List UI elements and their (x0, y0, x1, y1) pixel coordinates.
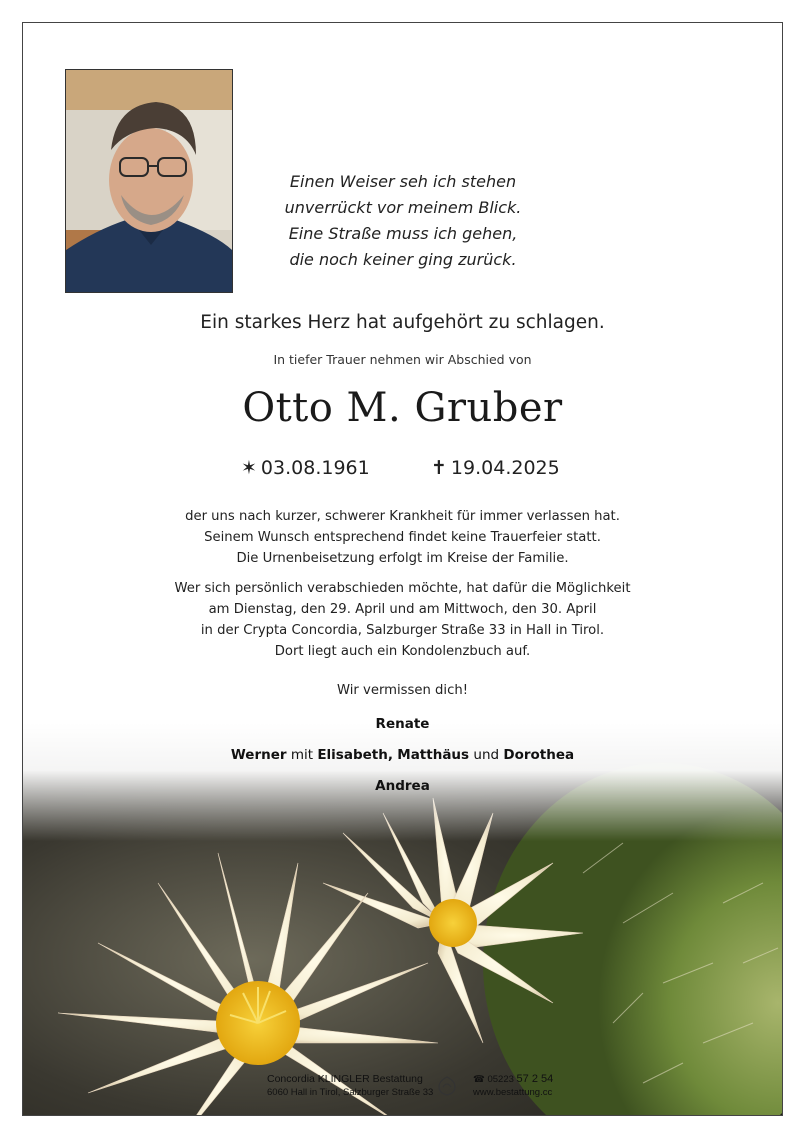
poem (233, 169, 573, 273)
paragraph-line: am Dienstag, den 29. April und am Mittwoch, den 30. April (208, 602, 597, 617)
website-link[interactable]: www.bestattung.cc (473, 1087, 553, 1098)
deceased-name: Otto M. Gruber (242, 385, 563, 431)
phone-prefix: 05223 (487, 1074, 514, 1085)
obituary-card (22, 22, 783, 1116)
phone-number: 57 2 54 (516, 1073, 554, 1085)
company-address: 6060 Hall in Tirol, Salzburger Straße 33 (267, 1087, 434, 1098)
mourner-name: Renate (375, 716, 430, 732)
miss-you-line: Wir vermissen dich! (337, 683, 468, 698)
paragraph-line: Seinem Wunsch entsprechend findet keine Trauerfeier statt. (204, 530, 601, 545)
headline: Ein starkes Herz hat aufgehört zu schlagen. (200, 312, 605, 333)
poem-line: die noch keiner ging zurück. (289, 250, 517, 269)
connector-word: mit (290, 747, 314, 763)
paragraph-line: Wer sich persönlich verabschieden möchte, hat dafür die Möglichkeit (174, 581, 631, 596)
mourner-name: Matthäus (397, 747, 470, 763)
company-block (267, 1073, 433, 1099)
company-name: Concordia KLINGLER Bestattung (267, 1073, 423, 1085)
mourner-name: Andrea (375, 778, 430, 794)
announcement-paragraph (23, 506, 782, 569)
connector-word: und (473, 747, 500, 763)
paragraph-line: in der Crypta Concordia, Salzburger Straße 33 in Hall in Tirol. (200, 623, 605, 638)
mourner-line (23, 747, 782, 763)
portrait-photo (65, 69, 233, 293)
intro-text: In tiefer Trauer nehmen wir Abschied von (273, 352, 532, 367)
phone-icon: ☎ (473, 1074, 485, 1085)
mourner-name: Elisabeth, (317, 747, 393, 763)
paragraph-line: Dort liegt auch ein Kondolenzbuch auf. (274, 644, 531, 659)
birth-date (241, 457, 370, 479)
mourner-name: Dorothea (503, 747, 575, 763)
death-date-value: 19.04.2025 (450, 457, 560, 479)
paragraph-line: Die Urnenbeisetzung erfolgt im Kreise der Familie. (236, 551, 569, 566)
contact-block (473, 1073, 553, 1099)
poem-line: Eine Straße muss ich gehen, (288, 224, 518, 243)
star-icon: ✶ (241, 457, 257, 479)
mourner-line (23, 778, 782, 794)
paragraph-line: der uns nach kurzer, schwerer Krankheit für immer verlassen hat. (185, 509, 620, 524)
mourner-name: Werner (230, 747, 287, 763)
death-date (431, 457, 560, 479)
cross-icon: ✝ (431, 457, 447, 479)
poem-line: unverrückt vor meinem Blick. (284, 198, 522, 217)
birth-date-value: 03.08.1961 (260, 457, 370, 479)
mourner-line (23, 716, 782, 732)
company-logo-icon (435, 1075, 459, 1097)
poem-line: Einen Weiser seh ich stehen (289, 172, 517, 191)
farewell-paragraph (23, 578, 782, 662)
